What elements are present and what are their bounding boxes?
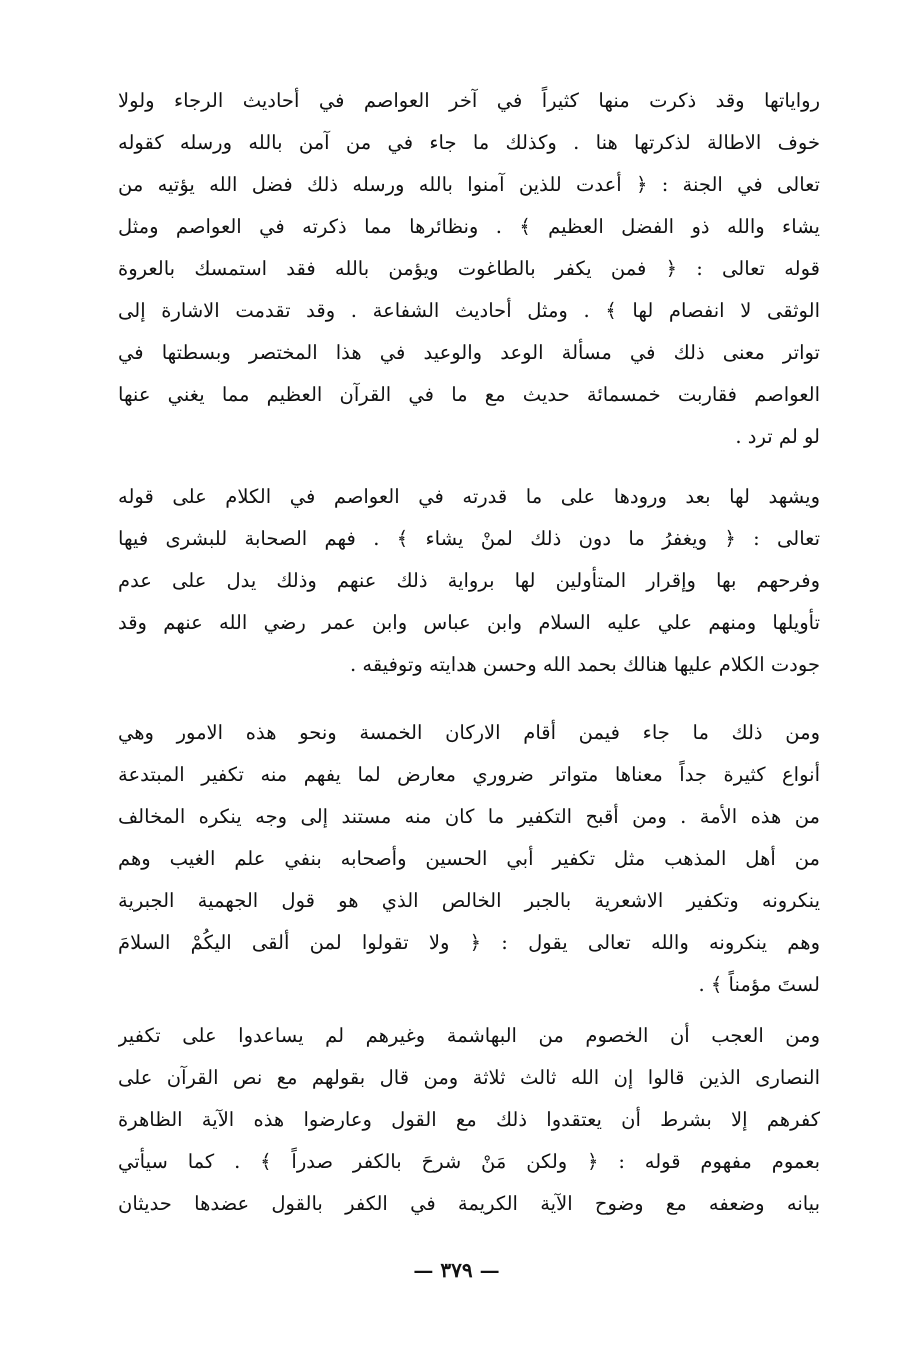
text-line: تعالى في الجنة : ﴿ أعدت للذين آمنوا بالله ورسله ذلك فضل الله يؤتيه من (118, 173, 820, 196)
text-line: لو لم ترد . (735, 425, 820, 448)
text-line: بعموم مفهوم قوله : ﴿ ولكن مَنْ شرحَ بالكفر صدراً ﴾ . كما سيأتي (118, 1150, 820, 1173)
text-line: قوله تعالى : ﴿ فمن يكفر بالطاغوت ويؤمن بالله فقد استمسك بالعروة (118, 257, 820, 280)
text-line: كفرهم إلا بشرط أن يعتقدوا ذلك مع القول وعارضوا هذه الآية الظاهرة (118, 1108, 820, 1131)
text-line: ومن ذلك ما جاء فيمن أقام الاركان الخمسة ونحو هذه الامور وهي (118, 721, 820, 744)
text-line: النصارى الذين قالوا إن الله ثالث ثلاثة ومن قال بقولهم مع نص القرآن على (118, 1066, 820, 1089)
text-line: بيانه وضعفه مع وضوح الآية الكريمة في الكفر بالقول عضدها حديثان (118, 1192, 820, 1215)
text-line: يشاء والله ذو الفضل العظيم ﴾ . ونظائرها مما ذكرته في العواصم ومثل (118, 215, 820, 238)
paragraph-3 (118, 712, 820, 1006)
text-line: جودت الكلام عليها هنالك بحمد الله وحسن هدايته وتوفيقه . (349, 653, 820, 676)
paragraph-4 (118, 1015, 820, 1225)
text-line: تأويلها ومنهم علي عليه السلام وابن عباس وابن عمر رضي الله عنهم وقد (118, 611, 820, 634)
paragraph-1 (118, 80, 820, 458)
text-line: من هذه الأمة . ومن أقبح التكفير ما كان منه مستند إلى وجه ينكره المخالف (118, 805, 820, 828)
text-line: وفرحهم بها وإقرار المتأولين لها برواية ذلك عنهم وذلك يدل على عدم (118, 569, 820, 592)
text-line: ويشهد لها بعد ورودها على ما قدرته في العواصم في الكلام على قوله (118, 485, 820, 508)
text-line: العواصم فقاربت خمسمائة حديث مع ما في القرآن العظيم مما يغني عنها (118, 383, 820, 406)
text-line: رواياتها وقد ذكرت منها كثيراً في آخر العواصم في أحاديث الرجاء ولولا (118, 89, 820, 112)
text-line: خوف الاطالة لذكرتها هنا . وكذلك ما جاء في من آمن بالله ورسله كقوله (118, 131, 820, 154)
text-line: أنواع كثيرة جداً معناها متواتر ضروري معارض لما يفهم منه تكفير المبتدعة (118, 763, 820, 786)
text-line: تعالى : ﴿ ويغفرُ ما دون ذلك لمنْ يشاء ﴾ . فهم الصحابة للبشرى فيها (118, 527, 820, 550)
text-line: الوثقى لا انفصام لها ﴾ . ومثل أحاديث الشفاعة . وقد تقدمت الاشارة إلى (118, 299, 820, 322)
text-line: لستَ مؤمناً ﴾ . (698, 973, 820, 996)
page-number: — ٣٧٩ — (413, 1258, 500, 1282)
text-line: وهم ينكرونه والله تعالى يقول : ﴿ ولا تقولوا لمن ألقى اليكُمْ السلامَ (118, 931, 820, 954)
text-line: من أهل المذهب مثل تكفير أبي الحسين وأصحابه بنفي علم الغيب وهم (118, 847, 820, 870)
paragraph-2 (118, 476, 820, 686)
text-line: تواتر معنى ذلك في مسألة الوعد والوعيد في هذا المختصر وبسطتها في (118, 341, 820, 364)
text-line: ينكرونه وتكفير الاشعرية بالجبر الخالص الذي هو قول الجهمية الجبرية (118, 889, 820, 912)
text-line: ومن العجب أن الخصوم من البهاشمة وغيرهم لم يساعدوا على تكفير (118, 1024, 820, 1047)
